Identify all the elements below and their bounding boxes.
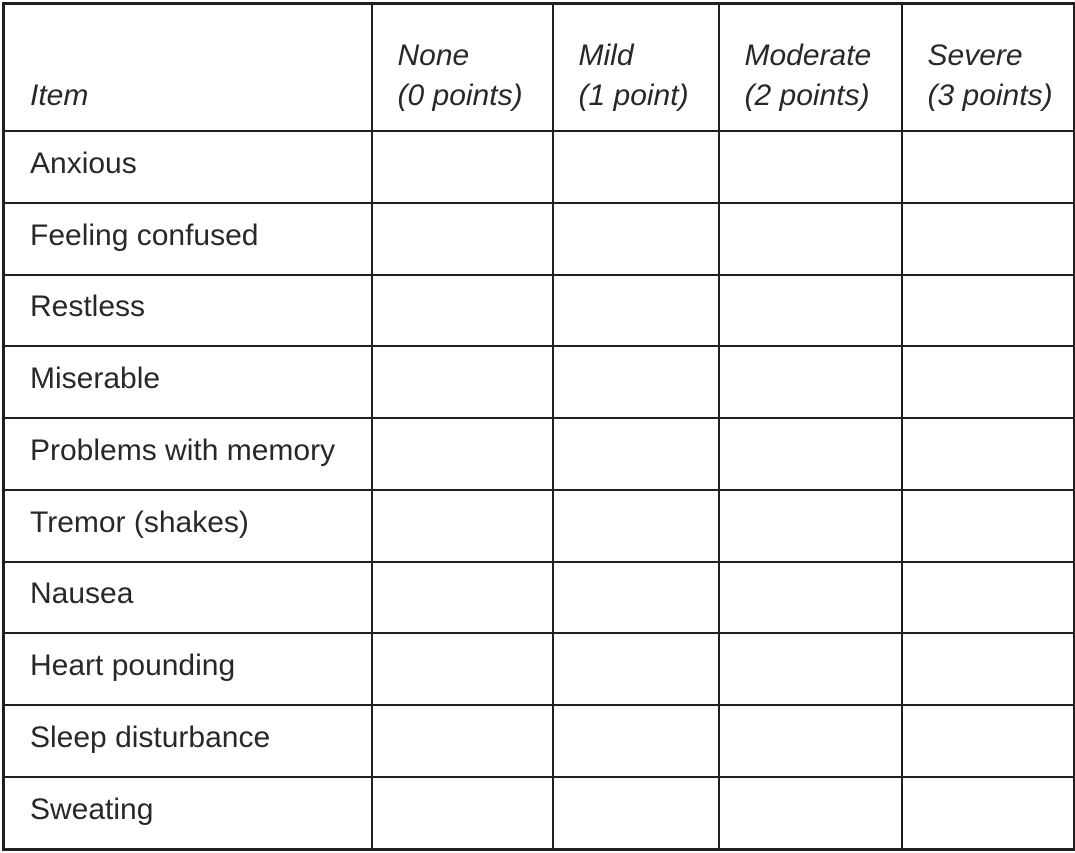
row-label: Nausea	[4, 562, 372, 634]
score-cell-moderate	[719, 346, 902, 418]
table-row-tremor	[4, 490, 1075, 562]
table-row-nausea	[4, 562, 1075, 634]
score-cell-none	[372, 705, 553, 777]
score-cell-severe	[902, 777, 1075, 850]
score-cell-mild	[553, 633, 719, 705]
score-cell-moderate	[719, 418, 902, 490]
row-label: Heart pounding	[4, 633, 372, 705]
score-cell-severe	[902, 705, 1075, 777]
table-row-sweating	[4, 777, 1075, 850]
score-cell-moderate	[719, 705, 902, 777]
table-row-feeling-confused	[4, 203, 1075, 275]
symptom-rating-table	[2, 2, 1075, 851]
score-cell-mild	[553, 131, 719, 203]
column-header-none-label: None	[397, 39, 470, 72]
column-header-severe-points: (3 points)	[927, 79, 1053, 112]
row-label: Sweating	[4, 777, 372, 850]
row-label: Tremor (shakes)	[4, 490, 372, 562]
score-cell-mild	[553, 203, 719, 275]
score-cell-none	[372, 777, 553, 850]
table-row-heart-pounding	[4, 633, 1075, 705]
column-header-severe	[902, 4, 1075, 132]
score-cell-moderate	[719, 275, 902, 347]
score-cell-none	[372, 275, 553, 347]
column-header-item-label: Item	[30, 79, 89, 112]
score-cell-none	[372, 490, 553, 562]
column-header-moderate-label: Moderate	[744, 39, 872, 72]
table-row-restless	[4, 275, 1075, 347]
score-cell-severe	[902, 346, 1075, 418]
table-row-miserable	[4, 346, 1075, 418]
score-cell-moderate	[719, 777, 902, 850]
column-header-item	[4, 4, 372, 132]
row-label: Feeling confused	[4, 203, 372, 275]
table-header-row	[4, 4, 1075, 132]
score-cell-none	[372, 203, 553, 275]
score-cell-none	[372, 633, 553, 705]
score-cell-moderate	[719, 490, 902, 562]
row-label: Problems with memory	[4, 418, 372, 490]
score-cell-severe	[902, 418, 1075, 490]
score-cell-moderate	[719, 562, 902, 634]
row-label: Sleep disturbance	[4, 705, 372, 777]
score-cell-none	[372, 418, 553, 490]
score-cell-severe	[902, 490, 1075, 562]
row-label: Miserable	[4, 346, 372, 418]
score-cell-mild	[553, 562, 719, 634]
score-cell-severe	[902, 131, 1075, 203]
column-header-mild-points: (1 point)	[578, 79, 689, 112]
table-row-sleep-disturbance	[4, 705, 1075, 777]
score-cell-mild	[553, 777, 719, 850]
score-cell-mild	[553, 490, 719, 562]
column-header-mild-label: Mild	[578, 39, 634, 72]
score-cell-severe	[902, 275, 1075, 347]
row-label: Restless	[4, 275, 372, 347]
column-header-moderate-points: (2 points)	[744, 79, 870, 112]
column-header-mild	[553, 4, 719, 132]
score-cell-mild	[553, 275, 719, 347]
column-header-none-points: (0 points)	[397, 79, 523, 112]
score-cell-severe	[902, 203, 1075, 275]
table-row-problems-with-memory	[4, 418, 1075, 490]
score-cell-severe	[902, 562, 1075, 634]
table-row-anxious	[4, 131, 1075, 203]
score-cell-mild	[553, 418, 719, 490]
column-header-moderate	[719, 4, 902, 132]
score-cell-none	[372, 346, 553, 418]
score-cell-mild	[553, 705, 719, 777]
score-cell-none	[372, 131, 553, 203]
score-cell-moderate	[719, 131, 902, 203]
column-header-severe-label: Severe	[927, 39, 1023, 72]
score-cell-mild	[553, 346, 719, 418]
score-cell-moderate	[719, 633, 902, 705]
score-cell-severe	[902, 633, 1075, 705]
score-cell-moderate	[719, 203, 902, 275]
row-label: Anxious	[4, 131, 372, 203]
score-cell-none	[372, 562, 553, 634]
column-header-none	[372, 4, 553, 132]
